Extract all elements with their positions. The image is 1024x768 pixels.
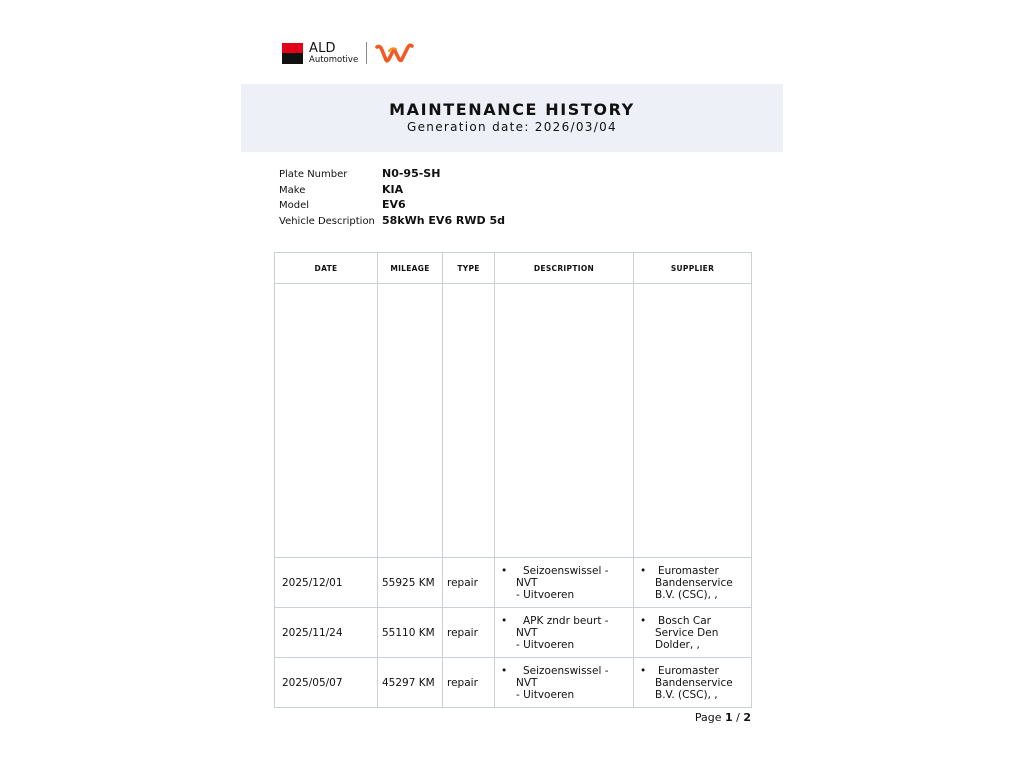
maintenance-table [274, 252, 752, 708]
report-title: MAINTENANCE HISTORY [389, 100, 635, 119]
supplier-line: Bandenservice [655, 677, 733, 689]
type-cell: repair [443, 608, 495, 658]
supplier-line: Dolder, , [655, 639, 700, 651]
page-separator: / [736, 711, 740, 724]
vehicle-info [279, 167, 505, 229]
description-cell [495, 608, 634, 658]
supplier-line: Service Den [655, 627, 719, 639]
description-line: NVT [516, 626, 538, 639]
column-header-description: DESCRIPTION [495, 253, 634, 284]
make-label: Make [279, 184, 306, 196]
description-line: Seizoenswissel - [523, 564, 609, 577]
generation-date: Generation date: 2026/03/04 [407, 120, 617, 134]
ald-logo-text [309, 42, 358, 65]
vehicle-description-label: Vehicle Description [279, 215, 375, 227]
column-header-date: DATE [275, 253, 378, 284]
model-label: Model [279, 200, 310, 211]
mileage-cell: 55110 KM [378, 608, 443, 658]
supplier-line: B.V. (CSC), , [655, 589, 718, 601]
date-cell: 2025/05/07 [275, 658, 378, 708]
vehicle-description-value: 58kWh EV6 RWD 5d [382, 213, 506, 227]
date-cell: 2025/12/01 [275, 558, 378, 608]
supplier-line: Bandenservice [655, 577, 733, 589]
table-row [275, 558, 752, 608]
description-line: NVT [516, 676, 538, 689]
column-header-supplier: SUPPLIER [634, 253, 752, 284]
supplier-cell [634, 558, 752, 608]
ald-brand-subtitle: Automotive [309, 54, 359, 65]
mileage-cell: 45297 KM [378, 658, 443, 708]
description-line: - Uitvoeren [516, 688, 575, 701]
current-page: 1 [724, 711, 733, 724]
model-row [279, 198, 505, 214]
plate-number-label: Plate Number [279, 169, 348, 180]
bullet-icon: • [501, 614, 508, 627]
type-cell: repair [443, 558, 495, 608]
date-cell: 2025/11/24 [275, 608, 378, 658]
vehicle-description-row [279, 214, 505, 230]
bullet-icon: • [640, 665, 647, 677]
blank-cell [275, 284, 378, 558]
supplier-line: Bosch Car [658, 615, 711, 627]
company-logos [282, 40, 415, 66]
bullet-icon: • [501, 664, 508, 677]
ald-brand-name: ALD [309, 40, 336, 56]
model-value: EV6 [382, 198, 406, 211]
mileage-cell: 55925 KM [378, 558, 443, 608]
page-label: Page [694, 711, 722, 724]
description-line: APK zndr beurt - [523, 614, 609, 627]
plate-number-value: N0-95-SH [382, 167, 441, 180]
make-row [279, 183, 505, 199]
column-header-type: TYPE [443, 253, 495, 284]
page-indicator [695, 711, 751, 724]
supplier-line: Euromaster [658, 565, 719, 577]
logo-divider [366, 42, 367, 64]
supplier-cell [634, 658, 752, 708]
description-line: - Uitvoeren [516, 588, 575, 601]
description-line: NVT [516, 576, 538, 589]
total-pages: 2 [743, 711, 751, 724]
supplier-line: B.V. (CSC), , [655, 689, 718, 701]
table-header-row [275, 253, 752, 284]
description-cell [495, 658, 634, 708]
bullet-icon: • [640, 565, 647, 577]
description-line: Seizoenswissel - [523, 664, 609, 677]
table-row [275, 608, 752, 658]
type-cell: repair [443, 658, 495, 708]
plate-number-row [279, 167, 505, 183]
blank-cell [495, 284, 634, 558]
report-header [241, 84, 783, 152]
leaseplan-logo-icon [375, 41, 415, 65]
description-cell [495, 558, 634, 608]
make-value: KIA [382, 182, 404, 196]
supplier-line: Euromaster [658, 665, 719, 677]
blank-cell [634, 284, 752, 558]
ald-logo-mark [282, 43, 303, 64]
blank-cell [378, 284, 443, 558]
bullet-icon: • [640, 615, 647, 627]
table-spacer-row [275, 284, 752, 558]
description-line: - Uitvoeren [516, 638, 575, 651]
column-header-mileage: MILEAGE [378, 253, 443, 284]
table-row [275, 658, 752, 708]
blank-cell [443, 284, 495, 558]
supplier-cell [634, 608, 752, 658]
bullet-icon: • [501, 564, 508, 577]
